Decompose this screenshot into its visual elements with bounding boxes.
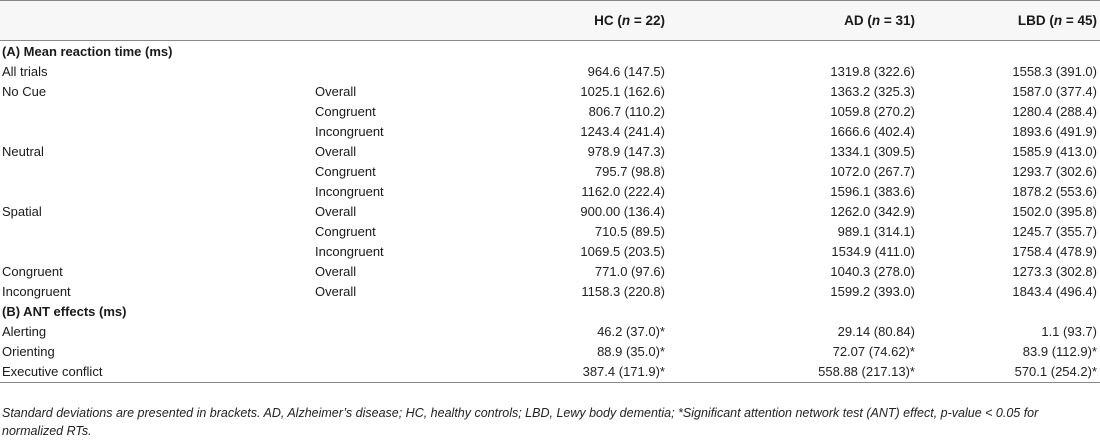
cell-lbd: 1758.4 (478.9): [1012, 244, 1097, 259]
cell-hc: 1025.1 (162.6): [580, 84, 665, 99]
header-cell-lbd: LBD (n = 45): [915, 1, 1100, 41]
n-value: = 45: [1062, 13, 1093, 28]
row-sublabel: Incongruent: [315, 124, 384, 139]
row-label: Spatial: [2, 204, 42, 219]
row-label: [0, 162, 315, 182]
cell-ad: 1040.3 (278.0): [830, 264, 915, 279]
table-row: [0, 262, 1100, 282]
header-cell-hc: HC (n = 22): [515, 1, 665, 41]
header-cell-condition: [0, 1, 315, 41]
cell-hc: 978.9 (147.3): [587, 144, 665, 159]
row-label: [0, 182, 315, 202]
table-row: [0, 282, 1100, 302]
cell-hc: 1243.4 (241.4): [580, 124, 665, 139]
table-row: [0, 182, 1100, 202]
n-value: = 22: [630, 13, 661, 28]
row-label: Neutral: [2, 144, 44, 159]
row-sublabel: Congruent: [315, 104, 376, 119]
row-label: Alerting: [2, 324, 47, 339]
cell-hc: 46.2 (37.0)*: [597, 324, 665, 339]
table-row: [0, 222, 1100, 242]
cell-lbd: 1558.3 (391.0): [1012, 64, 1097, 79]
table-row: [0, 202, 1100, 222]
row-sublabel: Overall: [315, 284, 357, 299]
row-label: Incongruent: [2, 284, 71, 299]
table-footnote: Standard deviations are presented in brackets. AD, Alzheimer’s disease; HC, healthy controls; LBD, Lewy body dementia; *Significant attention network test (ANT) effect, p-value < 0.05 for normalized RTs.: [2, 406, 1039, 438]
row-label: Orienting: [2, 344, 55, 359]
row-sublabel: Overall: [315, 84, 357, 99]
table-row: [0, 342, 1100, 362]
row-label: [0, 102, 315, 122]
cell-lbd: 1280.4 (288.4): [1012, 104, 1097, 119]
cell-hc: 1158.3 (220.8): [581, 284, 665, 299]
cell-ad: 1534.9 (411.0): [831, 244, 915, 259]
cell-lbd: 570.1 (254.2)*: [915, 362, 1100, 383]
row-sublabel: Incongruent: [315, 244, 384, 259]
n-symbol: n: [871, 13, 881, 28]
row-label: All trials: [2, 64, 48, 79]
table-row: [0, 242, 1100, 262]
table-row: [0, 142, 1100, 162]
cell-hc: 806.7 (110.2): [588, 104, 665, 119]
cell-lbd: 1293.7 (302.6): [1012, 164, 1097, 179]
row-sublabel: Congruent: [315, 164, 376, 179]
table-row: [0, 162, 1100, 182]
header-cell-sub: [315, 1, 515, 41]
cell-hc: 900.00 (136.4): [580, 204, 665, 219]
cell-lbd: 83.9 (112.9)*: [1022, 344, 1097, 359]
cell-hc: 771.0 (97.6): [594, 264, 665, 279]
cell-hc: 964.6 (147.5): [587, 64, 665, 79]
group-label: HC: [594, 13, 614, 28]
header-row: [0, 1, 1100, 41]
cell-lbd: 1585.9 (413.0): [1012, 144, 1097, 159]
row-label: [0, 242, 315, 262]
cell-ad: 1319.8 (322.6): [830, 64, 915, 79]
section-title: (B) ANT effects (ms): [2, 304, 127, 319]
group-label: AD: [844, 13, 864, 28]
table-row: [0, 122, 1100, 142]
cell-ad: 1059.8 (270.2): [830, 104, 915, 119]
row-sublabel: [315, 322, 515, 342]
row-label: [0, 222, 315, 242]
cell-ad: 1666.6 (402.4): [830, 124, 915, 139]
table-row: [0, 362, 1100, 383]
cell-hc: 88.9 (35.0)*: [597, 344, 665, 359]
cell-hc: 387.4 (171.9)*: [515, 362, 665, 383]
row-label: [0, 122, 315, 142]
row-sublabel: [315, 362, 515, 383]
cell-lbd: 1878.2 (553.6): [1012, 184, 1097, 199]
cell-lbd: 1273.3 (302.8): [1012, 264, 1097, 279]
cell-ad: 989.1 (314.1): [837, 224, 915, 239]
cell-ad: 72.07 (74.62)*: [832, 344, 915, 359]
cell-lbd: 1502.0 (395.8): [1012, 204, 1097, 219]
table-body: [0, 41, 1100, 383]
cell-lbd: 1587.0 (377.4): [1012, 84, 1097, 99]
cell-ad: 1334.1 (309.5): [830, 144, 915, 159]
section-header-row: [0, 302, 1100, 322]
table-row: [0, 62, 1100, 82]
cell-hc: 795.7 (98.8): [594, 164, 665, 179]
table-header: [0, 1, 1100, 41]
cell-hc: 710.5 (89.5): [594, 224, 665, 239]
cell-lbd: 1843.4 (496.4): [1012, 284, 1097, 299]
row-sublabel: Overall: [315, 264, 357, 279]
cell-ad: 1596.1 (383.6): [830, 184, 915, 199]
table-row: [0, 322, 1100, 342]
row-label: Congruent: [2, 264, 63, 279]
cell-lbd: 1.1 (93.7): [1041, 324, 1097, 339]
cell-ad: 558.88 (217.13)*: [665, 362, 915, 383]
group-label: LBD: [1017, 13, 1046, 28]
section-header-row: [0, 41, 1100, 63]
cell-ad: 1363.2 (325.3): [830, 84, 915, 99]
row-sublabel: [315, 342, 515, 362]
n-symbol: n: [1053, 13, 1063, 28]
cell-ad: 1072.0 (267.7): [830, 164, 915, 179]
cell-hc: 1069.5 (203.5): [580, 244, 665, 259]
row-label: Executive conflict: [0, 362, 315, 383]
n-value: = 31: [880, 13, 911, 28]
section-title: (A) Mean reaction time (ms): [2, 44, 173, 59]
row-sublabel: Overall: [315, 204, 357, 219]
row-sublabel: Congruent: [315, 224, 376, 239]
row-sublabel: [315, 62, 515, 82]
cell-ad: 1599.2 (393.0): [830, 284, 915, 299]
header-cell-ad: AD (n = 31): [665, 1, 915, 41]
table-row: [0, 82, 1100, 102]
row-label: No Cue: [2, 84, 47, 99]
row-sublabel: Incongruent: [315, 184, 384, 199]
cell-ad: 1262.0 (342.9): [830, 204, 915, 219]
cell-lbd: 1245.7 (355.7): [1012, 224, 1097, 239]
cell-hc: 1162.0 (222.4): [581, 184, 665, 199]
cell-lbd: 1893.6 (491.9): [1012, 124, 1097, 139]
table-row: [0, 102, 1100, 122]
n-symbol: n: [621, 13, 631, 28]
row-sublabel: Overall: [315, 144, 357, 159]
cell-ad: 29.14 (80.84): [837, 324, 915, 339]
